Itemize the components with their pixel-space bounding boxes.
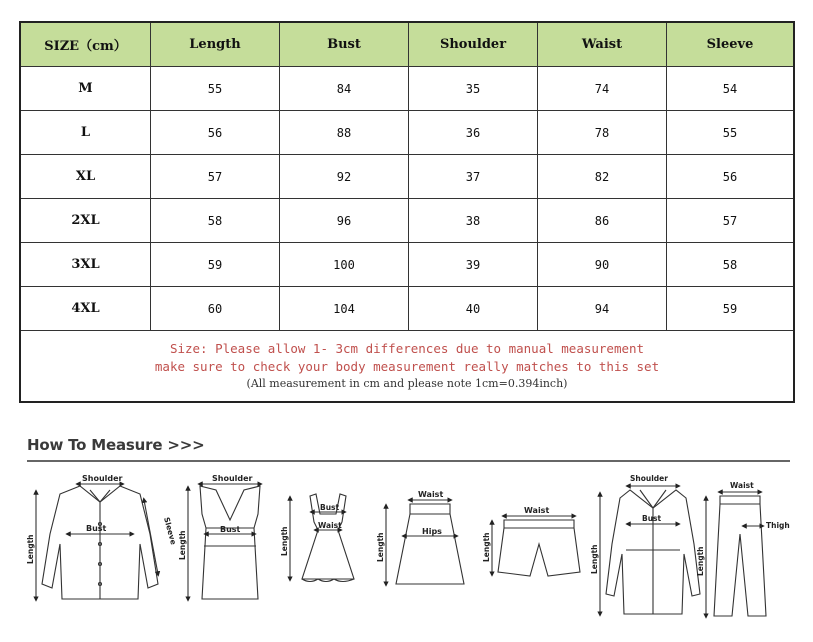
bust-cell: 92 xyxy=(280,155,409,198)
size-cell: 4XL xyxy=(21,287,151,330)
length-cell: 56 xyxy=(151,111,280,154)
waist-cell: 90 xyxy=(538,243,667,286)
length-cell: 58 xyxy=(151,199,280,242)
label-hips: Hips xyxy=(422,527,442,536)
size-chart-grid xyxy=(21,23,793,331)
sleeve-cell: 58 xyxy=(722,257,738,272)
sleeve-cell: 59 xyxy=(722,301,738,316)
table-row xyxy=(21,155,793,199)
bust-cell: 88 xyxy=(280,111,409,154)
label-waist: Waist xyxy=(418,490,444,499)
shirt-icon xyxy=(36,484,158,599)
size-chart-table xyxy=(19,21,795,403)
trousers-icon xyxy=(706,492,766,616)
length-cell: 59 xyxy=(151,243,280,286)
length-cell: 55 xyxy=(151,67,280,110)
vest-top-icon xyxy=(188,484,260,599)
header-shoulder: Shoulder xyxy=(409,23,538,66)
shoulder-cell: 35 xyxy=(409,67,538,110)
label-bust: Bust xyxy=(320,503,340,512)
label-thigh: Thigh xyxy=(766,521,790,530)
bust-cell: 104 xyxy=(280,287,409,330)
bust-cell: 100 xyxy=(280,243,409,286)
measurement-sketches xyxy=(20,464,795,636)
label-shoulder: Shoulder xyxy=(82,474,123,483)
sleeve-cell: 54 xyxy=(722,81,738,96)
label-sleeve: Sleeve xyxy=(162,516,179,546)
label-shoulder: Shoulder xyxy=(212,474,253,483)
label-length: Length xyxy=(696,546,705,576)
header-sleeve: Sleeve xyxy=(667,23,793,66)
size-cell: XL xyxy=(21,155,151,198)
header-waist: Waist xyxy=(538,23,667,66)
label-bust: Bust xyxy=(220,525,241,534)
label-bust: Bust xyxy=(642,514,662,523)
sleeve-cell: 57 xyxy=(722,213,738,228)
header-size: SIZE（cm） xyxy=(21,23,151,66)
label-length: Length xyxy=(482,532,491,562)
header-length: Length xyxy=(151,23,280,66)
table-row xyxy=(21,111,793,155)
shoulder-cell: 40 xyxy=(409,287,538,330)
table-row xyxy=(21,199,793,243)
label-waist: Waist xyxy=(524,506,550,515)
waist-cell: 82 xyxy=(538,155,667,198)
shoulder-cell: 38 xyxy=(409,199,538,242)
table-header-row xyxy=(21,23,793,67)
how-to-measure-title: How To Measure >>> xyxy=(27,436,205,454)
skirt-icon xyxy=(386,500,464,584)
shoulder-cell: 39 xyxy=(409,243,538,286)
sleeve-cell: 56 xyxy=(722,169,738,184)
label-bust: Bust xyxy=(86,524,107,533)
label-length: Length xyxy=(376,532,385,562)
label-waist: Waist xyxy=(318,521,342,530)
measurement-note xyxy=(21,331,793,401)
size-cell: L xyxy=(21,111,151,154)
shoulder-cell: 36 xyxy=(409,111,538,154)
waist-cell: 78 xyxy=(538,111,667,154)
note-line-check: make sure to check your body measurement really matches to this set xyxy=(154,359,660,374)
label-length: Length xyxy=(26,534,35,564)
size-cell: 2XL xyxy=(21,199,151,242)
label-length: Length xyxy=(590,544,599,574)
size-cell: M xyxy=(21,67,151,110)
header-bust: Bust xyxy=(280,23,409,66)
section-divider xyxy=(27,460,790,462)
length-cell: 57 xyxy=(151,155,280,198)
shorts-icon xyxy=(492,516,580,576)
bust-cell: 84 xyxy=(280,67,409,110)
label-length: Length xyxy=(280,526,289,556)
label-length: Length xyxy=(178,530,187,560)
note-line-conversion: (All measurement in cm and please note 1cm=0.394inch) xyxy=(246,377,568,390)
bust-cell: 96 xyxy=(280,199,409,242)
trench-coat-icon xyxy=(600,486,700,614)
length-cell: 60 xyxy=(151,287,280,330)
waist-cell: 94 xyxy=(538,287,667,330)
table-row xyxy=(21,67,793,111)
table-row xyxy=(21,287,793,331)
label-waist: Waist xyxy=(730,481,754,490)
label-shoulder: Shoulder xyxy=(630,474,668,483)
waist-cell: 74 xyxy=(538,67,667,110)
shoulder-cell: 37 xyxy=(409,155,538,198)
note-line-tolerance: Size: Please allow 1- 3cm differences due to manual measurement xyxy=(169,341,645,356)
sleeve-cell: 55 xyxy=(722,125,738,140)
size-cell: 3XL xyxy=(21,243,151,286)
table-row xyxy=(21,243,793,287)
waist-cell: 86 xyxy=(538,199,667,242)
